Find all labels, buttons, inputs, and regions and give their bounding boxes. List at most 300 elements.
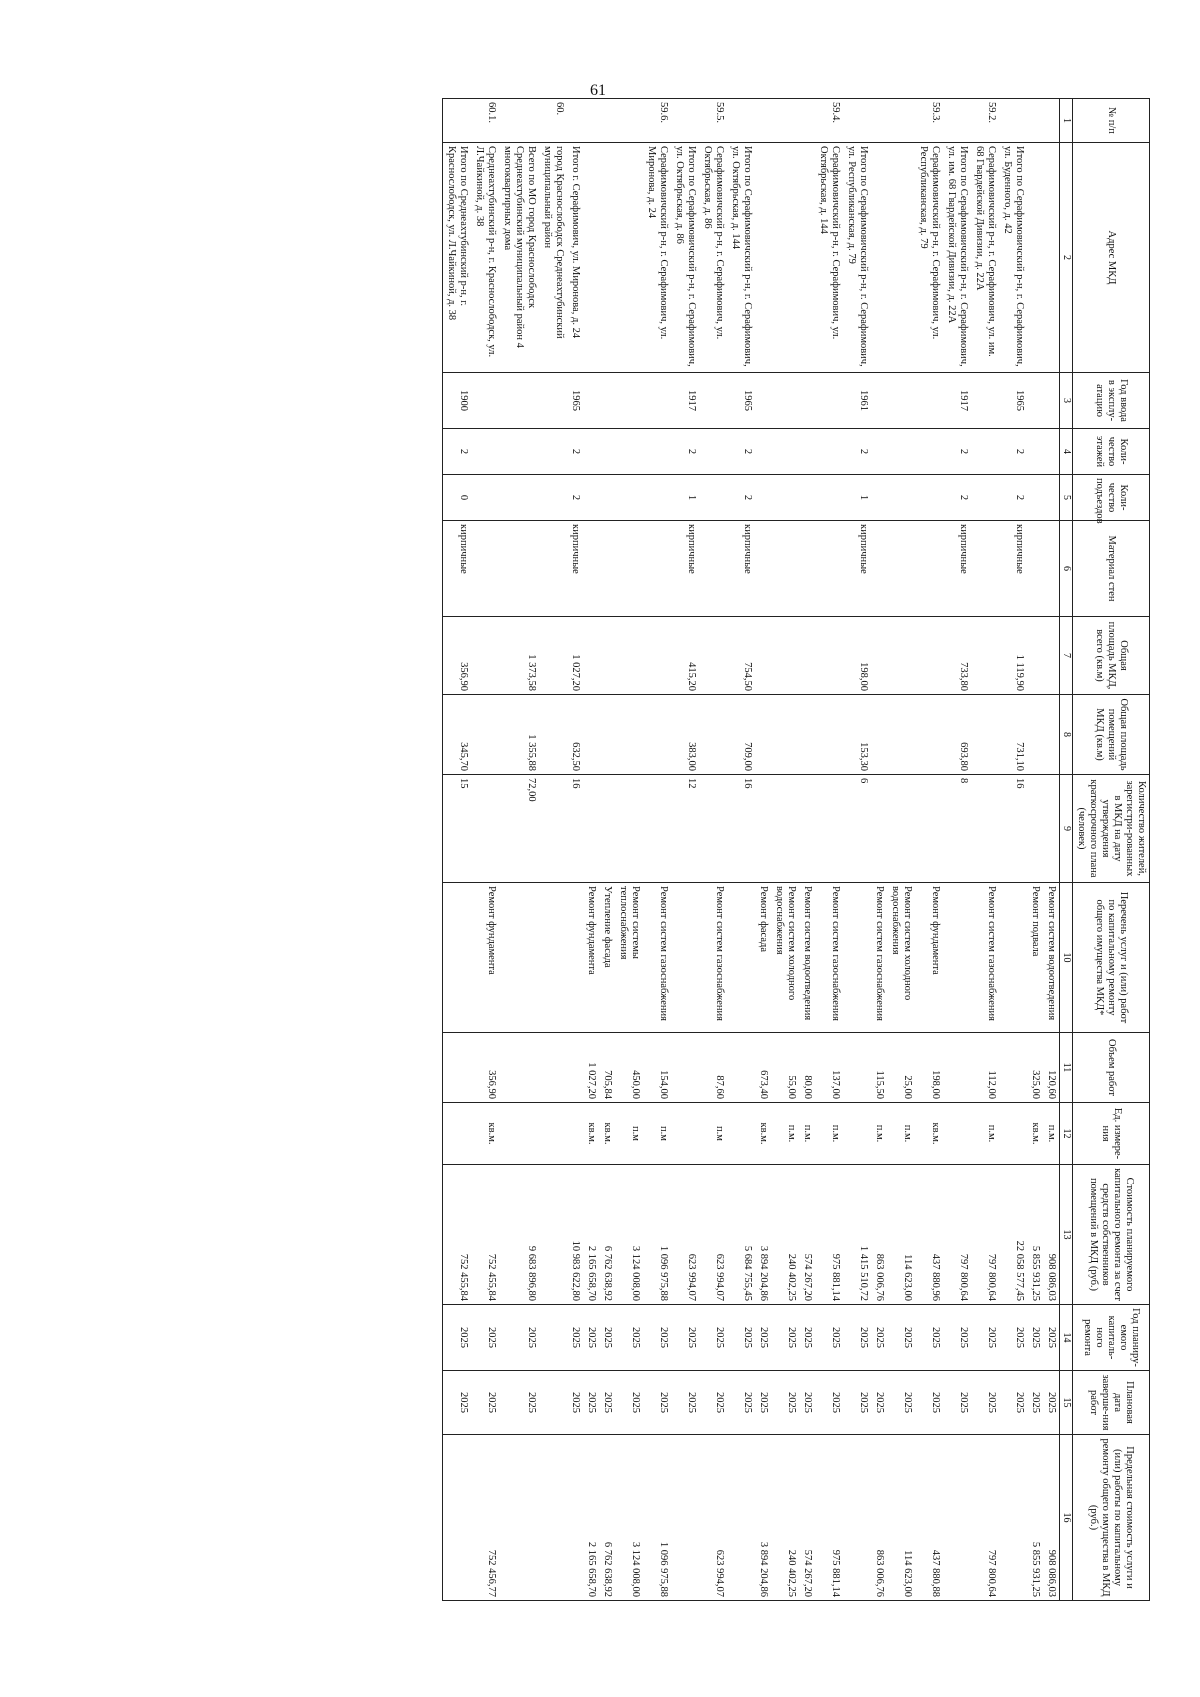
column-number-row [1060, 99, 1073, 1601]
residents-cell [871, 775, 887, 883]
work-type-cell [999, 883, 1027, 1033]
wall-material-cell [971, 521, 999, 617]
floors-cell: 2 [443, 429, 472, 475]
planned-year-cell: 2025 [1043, 1305, 1060, 1371]
address-cell: Итого по Серафимовичский р-н, г. Серафимович, ул. Буденного, д. 42 [999, 143, 1027, 373]
cost-cell: 797 800,64 [971, 1165, 999, 1305]
unit-cell [727, 1103, 755, 1165]
cost-cell: 797 800,64 [943, 1165, 971, 1305]
address-cell: Серафимовичский р-н, г. Серафимович, ул. Республиканская, д. 79 [915, 143, 943, 373]
total-area-cell: 356,90 [443, 617, 472, 695]
completion-year-cell: 2025 [999, 1371, 1027, 1435]
address-cell [771, 143, 799, 373]
row-number: 60.1. [471, 99, 499, 143]
volume-cell [943, 1033, 971, 1103]
planned-year-cell: 2025 [915, 1305, 943, 1371]
entrances-cell [871, 475, 887, 521]
residents-cell [771, 775, 799, 883]
rooms-area-cell: 345,70 [443, 695, 472, 775]
year-cell [1027, 373, 1043, 429]
column-number: 3 [1060, 373, 1073, 429]
address-cell: Итого г. Серафимович, ул. Миронова, д. 24 [567, 143, 583, 373]
residents-cell [699, 775, 727, 883]
work-type-cell [539, 883, 567, 1033]
planned-year-cell: 2025 [443, 1305, 472, 1371]
cost-cell: 2 165 658,70 [583, 1165, 599, 1305]
max-cost-cell: 574 267,20 [799, 1435, 815, 1601]
planned-year-cell: 2025 [471, 1305, 499, 1371]
table-row [1027, 99, 1043, 1601]
row-number [615, 99, 643, 143]
wall-material-cell [1027, 521, 1043, 617]
cost-cell: 114 623,00 [887, 1165, 915, 1305]
unit-cell [539, 1103, 567, 1165]
year-cell [971, 373, 999, 429]
max-cost-cell: 2 165 658,70 [583, 1435, 599, 1601]
floors-cell: 2 [727, 429, 755, 475]
entrances-cell [1043, 475, 1060, 521]
year-cell: 1965 [999, 373, 1027, 429]
row-number: 59.2. [971, 99, 999, 143]
cost-cell: 908 086,03 [1043, 1165, 1060, 1305]
volume-cell [539, 1033, 567, 1103]
residents-cell [539, 775, 567, 883]
total-area-cell: 198,00 [843, 617, 871, 695]
address-cell [583, 143, 599, 373]
column-number: 6 [1060, 521, 1073, 617]
unit-cell: п.м [643, 1103, 671, 1165]
table-row [583, 99, 599, 1601]
max-cost-cell [943, 1435, 971, 1601]
entrances-cell: 2 [727, 475, 755, 521]
wall-material-cell [471, 521, 499, 617]
planned-year-cell [539, 1305, 567, 1371]
column-number: 15 [1060, 1371, 1073, 1435]
floors-cell [499, 429, 539, 475]
column-number: 4 [1060, 429, 1073, 475]
total-area-cell [915, 617, 943, 695]
wall-material-cell: кирпичные [999, 521, 1027, 617]
total-area-cell: 733,80 [943, 617, 971, 695]
floors-cell [615, 429, 643, 475]
year-cell [915, 373, 943, 429]
volume-cell: 325,00 [1027, 1033, 1043, 1103]
work-type-cell: Ремонт систем газоснабжения [971, 883, 999, 1033]
year-cell [771, 373, 799, 429]
address-cell: Среднеахтубинский р-н, г. Краснослободск, ул. Л.Чайкиной, д. 38 [471, 143, 499, 373]
rooms-area-cell [471, 695, 499, 775]
address-cell [887, 143, 915, 373]
residents-cell [599, 775, 615, 883]
table-row [671, 99, 699, 1601]
row-number [943, 99, 971, 143]
column-number: 8 [1060, 695, 1073, 775]
entrances-cell [799, 475, 815, 521]
floors-cell: 2 [843, 429, 871, 475]
completion-year-cell: 2025 [643, 1371, 671, 1435]
residents-cell [815, 775, 843, 883]
unit-cell: п.м. [771, 1103, 799, 1165]
completion-year-cell: 2025 [583, 1371, 599, 1435]
max-cost-cell: 3 894 204,86 [755, 1435, 771, 1601]
entrances-cell [771, 475, 799, 521]
work-type-cell: Ремонт систем газоснабжения [643, 883, 671, 1033]
column-header: № п/п [1073, 99, 1150, 143]
floors-cell [583, 429, 599, 475]
planned-year-cell: 2025 [699, 1305, 727, 1371]
max-cost-cell [567, 1435, 583, 1601]
column-header: Год планиру-емого капиталь-ного ремонта [1073, 1305, 1150, 1371]
volume-cell: 450,00 [615, 1033, 643, 1103]
year-cell: 1917 [671, 373, 699, 429]
residents-cell [1043, 775, 1060, 883]
rooms-area-cell: 693,80 [943, 695, 971, 775]
work-type-cell: Ремонт фундамента [471, 883, 499, 1033]
planned-year-cell: 2025 [643, 1305, 671, 1371]
completion-year-cell: 2025 [971, 1371, 999, 1435]
work-type-cell [567, 883, 583, 1033]
floors-cell [815, 429, 843, 475]
column-number: 16 [1060, 1435, 1073, 1601]
rooms-area-cell [539, 695, 567, 775]
address-cell: Итого по Серафимовичский р-н, г. Серафимович, ул. Октябрьская, д. 144 [727, 143, 755, 373]
unit-cell [999, 1103, 1027, 1165]
residents-cell [471, 775, 499, 883]
row-number: 59.3. [915, 99, 943, 143]
cost-cell: 3 124 008,00 [615, 1165, 643, 1305]
year-cell: 1965 [727, 373, 755, 429]
unit-cell: п.м. [971, 1103, 999, 1165]
row-number [567, 99, 583, 143]
year-cell [699, 373, 727, 429]
completion-year-cell: 2025 [843, 1371, 871, 1435]
repair-plan-table [442, 98, 1150, 1601]
completion-year-cell: 2025 [443, 1371, 472, 1435]
residents-cell [887, 775, 915, 883]
year-cell [887, 373, 915, 429]
entrances-cell [971, 475, 999, 521]
total-area-cell: 1 373,58 [499, 617, 539, 695]
unit-cell: п.м. [1043, 1103, 1060, 1165]
total-area-cell [471, 617, 499, 695]
unit-cell [443, 1103, 472, 1165]
table-row [871, 99, 887, 1601]
year-cell [799, 373, 815, 429]
unit-cell: кв.м. [599, 1103, 615, 1165]
rooms-area-cell [615, 695, 643, 775]
max-cost-cell [843, 1435, 871, 1601]
column-header: Общая площадь помещений МКД (кв.м) [1073, 695, 1150, 775]
floors-cell: 2 [943, 429, 971, 475]
unit-cell: кв.м. [755, 1103, 771, 1165]
residents-cell [583, 775, 599, 883]
row-number [871, 99, 887, 143]
rooms-area-cell: 632,50 [567, 695, 583, 775]
wall-material-cell [615, 521, 643, 617]
max-cost-cell: 863 006,76 [871, 1435, 887, 1601]
wall-material-cell: кирпичные [727, 521, 755, 617]
cost-cell: 3 894 204,86 [755, 1165, 771, 1305]
unit-cell [843, 1103, 871, 1165]
volume-cell [443, 1033, 472, 1103]
address-cell [755, 143, 771, 373]
planned-year-cell: 2025 [615, 1305, 643, 1371]
entrances-cell: 2 [999, 475, 1027, 521]
column-header: Предельная стоимость услуги и (или) работы по капитальному ремонту общего имущества в МКД (руб.) [1073, 1435, 1150, 1601]
completion-year-cell [539, 1371, 567, 1435]
entrances-cell [599, 475, 615, 521]
entrances-cell [615, 475, 643, 521]
column-header: Год ввода в эксплу-атацию [1073, 373, 1150, 429]
row-number [583, 99, 599, 143]
max-cost-cell [671, 1435, 699, 1601]
address-cell: город Краснослободск Среднеахтубинский муниципальный район [539, 143, 567, 373]
column-header: Ед. измере-ния [1073, 1103, 1150, 1165]
rooms-area-cell [1043, 695, 1060, 775]
max-cost-cell: 623 994,07 [699, 1435, 727, 1601]
volume-cell: 80,00 [799, 1033, 815, 1103]
cost-cell: 623 994,07 [671, 1165, 699, 1305]
volume-cell: 55,00 [771, 1033, 799, 1103]
work-type-cell: Ремонт систем водоотведения [799, 883, 815, 1033]
total-area-cell [583, 617, 599, 695]
entrances-cell [1027, 475, 1043, 521]
unit-cell: п.м. [871, 1103, 887, 1165]
total-area-cell: 1 119,90 [999, 617, 1027, 695]
wall-material-cell [599, 521, 615, 617]
table-row [643, 99, 671, 1601]
address-cell: Всего по МО город Краснослободск Среднеахтубинский муниципальный район 4 многоквартирных дома [499, 143, 539, 373]
completion-year-cell: 2025 [755, 1371, 771, 1435]
floors-cell [971, 429, 999, 475]
address-cell [615, 143, 643, 373]
year-cell [755, 373, 771, 429]
address-cell: Серафимовичский р-н, г. Серафимович, ул. им. 68 Гвардейской Дивизии, д. 22А [971, 143, 999, 373]
entrances-cell [471, 475, 499, 521]
work-type-cell [443, 883, 472, 1033]
column-header: Общая площадь МКД, всего (кв.м) [1073, 617, 1150, 695]
year-cell [1043, 373, 1060, 429]
residents-cell [615, 775, 643, 883]
total-area-cell [815, 617, 843, 695]
completion-year-cell: 2025 [471, 1371, 499, 1435]
max-cost-cell: 797 800,64 [971, 1435, 999, 1601]
wall-material-cell [699, 521, 727, 617]
cost-cell: 22 058 577,45 [999, 1165, 1027, 1305]
address-cell [1027, 143, 1043, 373]
column-number: 12 [1060, 1103, 1073, 1165]
wall-material-cell: кирпичные [943, 521, 971, 617]
volume-cell: 137,00 [815, 1033, 843, 1103]
unit-cell: п.м. [799, 1103, 815, 1165]
planned-year-cell: 2025 [755, 1305, 771, 1371]
unit-cell: п.м. [887, 1103, 915, 1165]
work-type-cell: Ремонт подвала [1027, 883, 1043, 1033]
wall-material-cell [499, 521, 539, 617]
volume-cell: 120,60 [1043, 1033, 1060, 1103]
cost-cell: 1 415 510,72 [843, 1165, 871, 1305]
work-type-cell: Ремонт систем газоснабжения [699, 883, 727, 1033]
cost-cell: 863 006,76 [871, 1165, 887, 1305]
table-row [615, 99, 643, 1601]
work-type-cell: Ремонт систем газоснабжения [815, 883, 843, 1033]
max-cost-cell: 6 762 638,92 [599, 1435, 615, 1601]
rooms-area-cell [887, 695, 915, 775]
entrances-cell [887, 475, 915, 521]
work-type-cell: Ремонт систем водоотведения [1043, 883, 1060, 1033]
row-number [443, 99, 472, 143]
year-cell [871, 373, 887, 429]
address-cell [1043, 143, 1060, 373]
total-area-cell: 1 027,20 [567, 617, 583, 695]
row-number [671, 99, 699, 143]
table-row [771, 99, 799, 1601]
total-area-cell [1043, 617, 1060, 695]
volume-cell [671, 1033, 699, 1103]
year-cell [539, 373, 567, 429]
unit-cell: п.м [699, 1103, 727, 1165]
work-type-cell [843, 883, 871, 1033]
completion-year-cell: 2025 [815, 1371, 843, 1435]
cost-cell: 5 855 931,25 [1027, 1165, 1043, 1305]
floors-cell [915, 429, 943, 475]
row-number [727, 99, 755, 143]
residents-cell: 12 [671, 775, 699, 883]
planned-year-cell: 2025 [999, 1305, 1027, 1371]
entrances-cell: 1 [671, 475, 699, 521]
unit-cell: кв.м. [471, 1103, 499, 1165]
rooms-area-cell [1027, 695, 1043, 775]
entrances-cell [539, 475, 567, 521]
total-area-cell [539, 617, 567, 695]
residents-cell: 72,00 [499, 775, 539, 883]
completion-year-cell: 2025 [671, 1371, 699, 1435]
work-type-cell: Ремонт фундамента [583, 883, 599, 1033]
wall-material-cell [583, 521, 599, 617]
row-number [887, 99, 915, 143]
residents-cell: 6 [843, 775, 871, 883]
work-type-cell: Ремонт систем холодного водоснабжения [887, 883, 915, 1033]
entrances-cell [915, 475, 943, 521]
total-area-cell [599, 617, 615, 695]
entrances-cell [643, 475, 671, 521]
column-header: Плановая дата заверше-ния работ [1073, 1371, 1150, 1435]
volume-cell: 1 027,20 [583, 1033, 599, 1103]
column-header: Количество жителей, зарегистри-рованных в МКД на дату утверждения краткосрочного плана (человек) [1073, 775, 1150, 883]
column-header: Коли-чество этажей [1073, 429, 1150, 475]
rooms-area-cell [799, 695, 815, 775]
rooms-area-cell [699, 695, 727, 775]
year-cell: 1900 [443, 373, 472, 429]
table-row [539, 99, 567, 1601]
total-area-cell: 754,50 [727, 617, 755, 695]
floors-cell [699, 429, 727, 475]
table-row [999, 99, 1027, 1601]
cost-cell: 1 096 975,88 [643, 1165, 671, 1305]
address-cell [871, 143, 887, 373]
total-area-cell [615, 617, 643, 695]
completion-year-cell: 2025 [567, 1371, 583, 1435]
floors-cell [1043, 429, 1060, 475]
completion-year-cell: 2025 [799, 1371, 815, 1435]
column-number: 2 [1060, 143, 1073, 373]
max-cost-cell [999, 1435, 1027, 1601]
volume-cell: 154,00 [643, 1033, 671, 1103]
rooms-area-cell: 383,00 [671, 695, 699, 775]
table-row [815, 99, 843, 1601]
address-cell [799, 143, 815, 373]
residents-cell [915, 775, 943, 883]
wall-material-cell [815, 521, 843, 617]
volume-cell: 356,90 [471, 1033, 499, 1103]
wall-material-cell [915, 521, 943, 617]
unit-cell: кв.м. [583, 1103, 599, 1165]
address-cell: Итого по Серафимовичский р-н, г. Серафимович, ул. Республиканская, д. 79 [843, 143, 871, 373]
max-cost-cell: 437 880,88 [915, 1435, 943, 1601]
work-type-cell: Ремонт систем холодного водоснабжения [771, 883, 799, 1033]
rooms-area-cell [915, 695, 943, 775]
row-number: 60. [539, 99, 567, 143]
unit-cell: п.м. [815, 1103, 843, 1165]
completion-year-cell: 2025 [699, 1371, 727, 1435]
column-header: Материал стен [1073, 521, 1150, 617]
table-row [499, 99, 539, 1601]
address-cell: Серафимовичский р-н, г. Серафимович, ул. Миронова, д. 24 [643, 143, 671, 373]
total-area-cell [1027, 617, 1043, 695]
cost-cell: 752 455,84 [471, 1165, 499, 1305]
rooms-area-cell [643, 695, 671, 775]
residents-cell: 16 [567, 775, 583, 883]
row-number [599, 99, 615, 143]
completion-year-cell: 2025 [727, 1371, 755, 1435]
entrances-cell: 2 [943, 475, 971, 521]
column-number: 1 [1060, 99, 1073, 143]
completion-year-cell: 2025 [499, 1371, 539, 1435]
row-number [843, 99, 871, 143]
address-cell: Итого по Среднеахтубинский р-н, г. Краснослободск, ул. Л.Чайкиной, д. 38 [443, 143, 472, 373]
work-type-cell [727, 883, 755, 1033]
column-header: Перечень услуг и (или) работ по капитальному ремонту общего имущества МКД* [1073, 883, 1150, 1033]
wall-material-cell: кирпичные [443, 521, 472, 617]
cost-cell: 5 684 755,45 [727, 1165, 755, 1305]
work-type-cell [671, 883, 699, 1033]
column-number: 7 [1060, 617, 1073, 695]
year-cell [615, 373, 643, 429]
floors-cell [799, 429, 815, 475]
cost-cell: 623 994,07 [699, 1165, 727, 1305]
planned-year-cell: 2025 [1027, 1305, 1043, 1371]
address-cell: Серафимовичский р-н, г. Серафимович, ул. Октябрьская, д. 86 [699, 143, 727, 373]
total-area-cell [971, 617, 999, 695]
entrances-cell [499, 475, 539, 521]
max-cost-cell: 3 124 008,00 [615, 1435, 643, 1601]
max-cost-cell: 908 086,03 [1043, 1435, 1060, 1601]
planned-year-cell: 2025 [771, 1305, 799, 1371]
page-number: 61 [590, 82, 606, 99]
cost-cell: 752 455,84 [443, 1165, 472, 1305]
table-row [971, 99, 999, 1601]
address-cell: Итого по Серафимовичский р-н, г. Серафимович, ул. им. 68 Гвардейской Дивизии, д. 22А [943, 143, 971, 373]
total-area-cell [887, 617, 915, 695]
unit-cell [499, 1103, 539, 1165]
wall-material-cell [755, 521, 771, 617]
planned-year-cell: 2025 [599, 1305, 615, 1371]
floors-cell [643, 429, 671, 475]
floors-cell: 2 [999, 429, 1027, 475]
floors-cell [599, 429, 615, 475]
table-row [755, 99, 771, 1601]
completion-year-cell: 2025 [915, 1371, 943, 1435]
